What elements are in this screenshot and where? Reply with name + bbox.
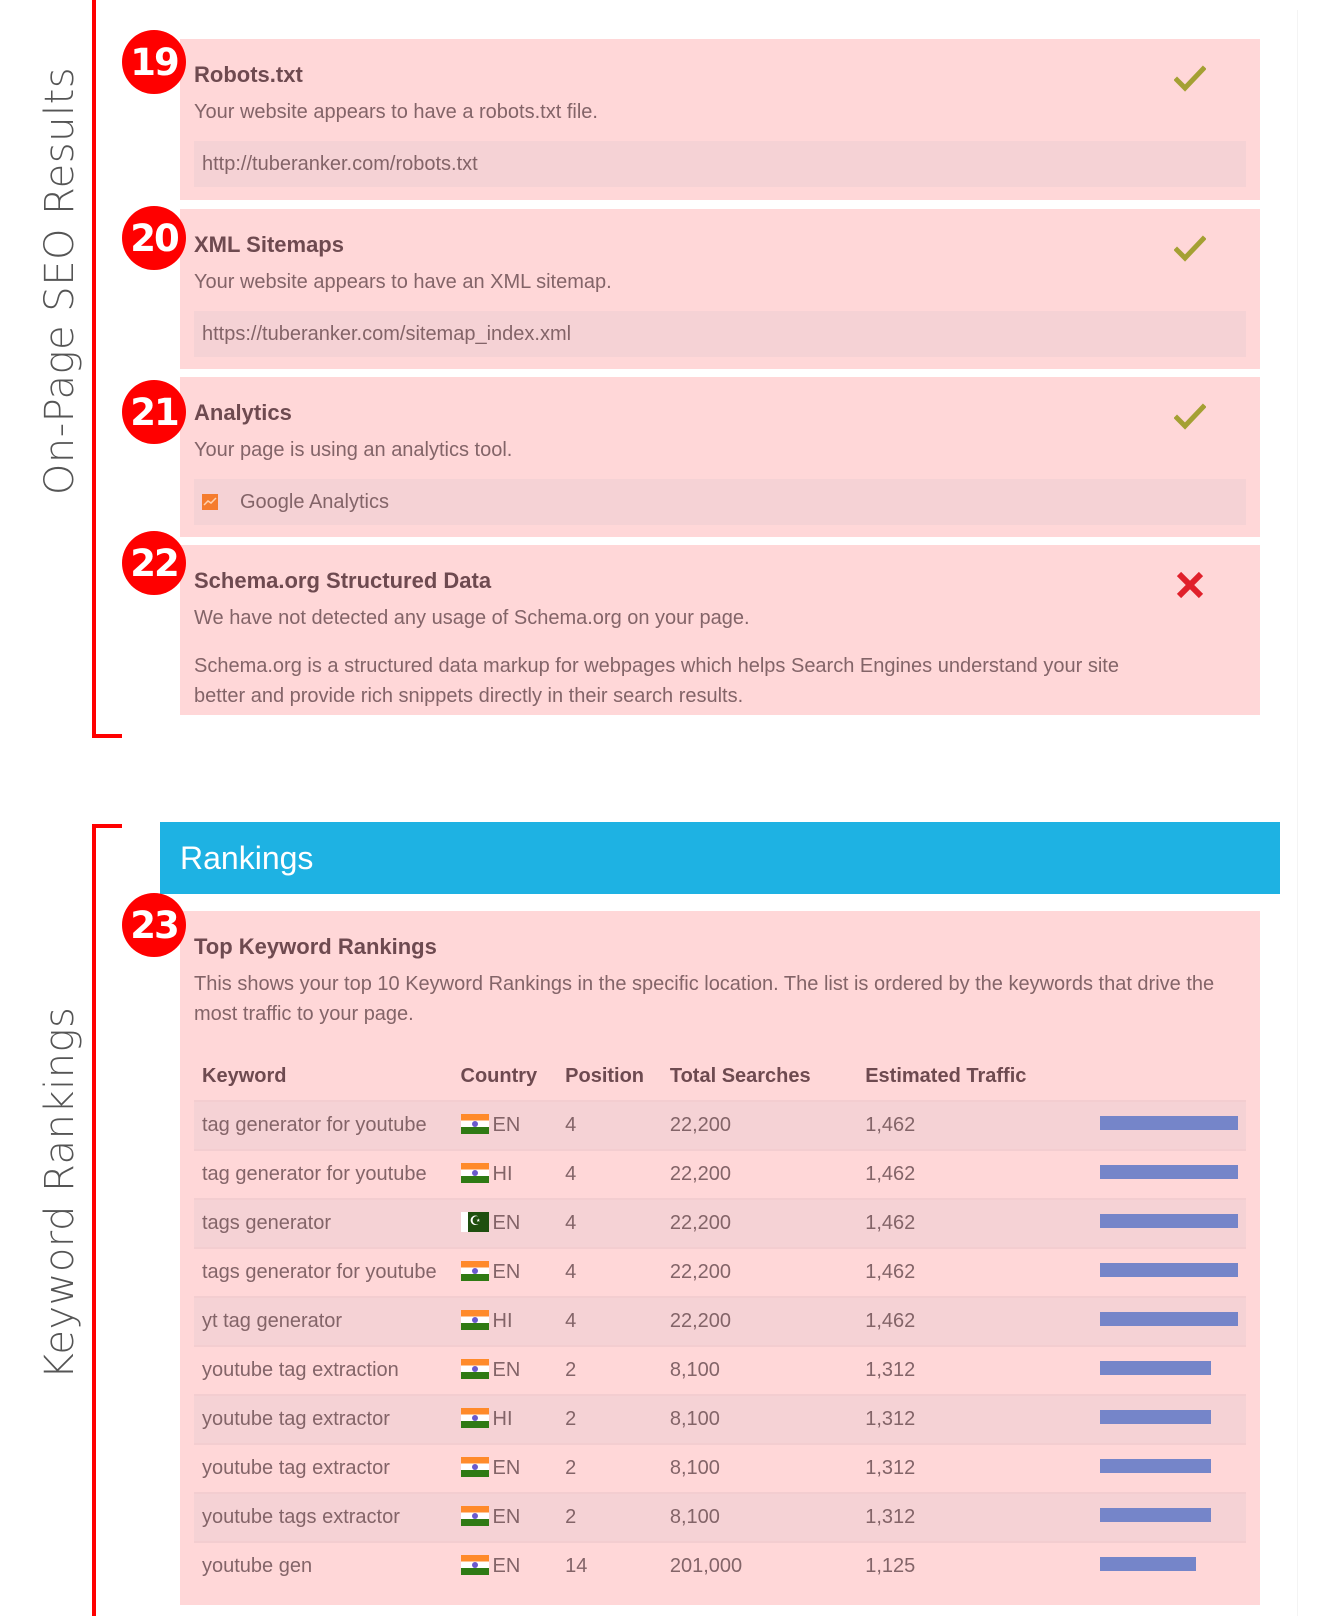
page-edge-divider: [1297, 10, 1298, 1616]
estimated-traffic-cell: 1,462: [857, 1150, 1082, 1199]
estimated-traffic-cell: 1,462: [857, 1297, 1082, 1346]
traffic-bar: [1100, 1116, 1238, 1130]
estimated-traffic-cell: 1,462: [857, 1101, 1082, 1150]
country-cell: [453, 1199, 558, 1248]
check-icon: [1174, 233, 1206, 265]
traffic-bar: [1100, 1165, 1238, 1179]
language-code: EN: [492, 1261, 521, 1283]
traffic-bar-cell: [1082, 1444, 1246, 1493]
total-searches-cell: 22,200: [662, 1297, 857, 1346]
estimated-traffic-cell: 1,462: [857, 1199, 1082, 1248]
traffic-bar-cell: [1082, 1248, 1246, 1297]
traffic-bar: [1100, 1459, 1211, 1473]
language-code: HI: [492, 1163, 513, 1185]
keyword-text: youtube tags extractor: [202, 1506, 400, 1528]
india-flag-icon: [461, 1261, 489, 1281]
estimated-traffic-cell: 1,312: [857, 1346, 1082, 1395]
estimated-traffic-cell: 1,312: [857, 1444, 1082, 1493]
india-flag-icon: [461, 1359, 489, 1379]
robots-txt-url-text[interactable]: http://tuberanker.com/robots.txt: [202, 152, 478, 175]
table-row: [194, 1444, 1246, 1493]
position-cell: 4: [557, 1150, 662, 1199]
traffic-bar: [1100, 1263, 1238, 1277]
step-badge-20: 20: [122, 206, 186, 270]
column-header-keyword[interactable]: Keyword: [202, 1065, 287, 1087]
keyword-cell: [194, 1101, 453, 1150]
step-badge-22: 22: [122, 531, 186, 595]
traffic-bar-cell: [1082, 1297, 1246, 1346]
column-header-country[interactable]: Country: [460, 1065, 538, 1087]
check-icon: [1174, 401, 1206, 433]
keyword-cell: [194, 1346, 453, 1395]
card-description: We have not detected any usage of Schema.org on your page.: [194, 607, 750, 629]
total-searches-cell: 8,100: [662, 1395, 857, 1444]
keyword-cell: [194, 1395, 453, 1444]
position-cell: 4: [557, 1248, 662, 1297]
india-flag-icon: [461, 1310, 489, 1330]
language-code: HI: [492, 1310, 513, 1332]
keyword-cell: [194, 1248, 453, 1297]
country-cell: [453, 1150, 558, 1199]
pakistan-flag-icon: [461, 1212, 489, 1232]
card-description: This shows your top 10 Keyword Rankings in the specific location. The list is ordered by the keywords that drive the most traffic to your page.: [194, 973, 1215, 1025]
step-badge-21: 21: [122, 380, 186, 444]
schema-org-card: [180, 545, 1260, 715]
country-cell: [453, 1297, 558, 1346]
keyword-cell: [194, 1297, 453, 1346]
position-cell: 2: [557, 1346, 662, 1395]
rankings-section-header: [160, 822, 1280, 894]
estimated-traffic-cell: 1,312: [857, 1493, 1082, 1542]
language-code: EN: [492, 1359, 521, 1381]
country-cell: [453, 1542, 558, 1590]
keyword-text: tag generator for youtube: [202, 1163, 427, 1185]
india-flag-icon: [461, 1506, 489, 1526]
table-header-row: [194, 1053, 1246, 1101]
table-row: [194, 1248, 1246, 1297]
country-cell: [453, 1444, 558, 1493]
table-row: [194, 1395, 1246, 1444]
position-cell: 4: [557, 1101, 662, 1150]
xml-sitemaps-card: [180, 209, 1260, 369]
total-searches-cell: 8,100: [662, 1493, 857, 1542]
keyword-section-label: Keyword Rankings: [37, 1006, 83, 1380]
table-row: [194, 1346, 1246, 1395]
total-searches-cell: 8,100: [662, 1346, 857, 1395]
card-title: Analytics: [194, 400, 292, 425]
robots-txt-card: [180, 39, 1260, 200]
country-cell: [453, 1493, 558, 1542]
analytics-tool-name: Google Analytics: [240, 490, 389, 513]
keyword-rankings-table: [194, 1053, 1246, 1590]
keyword-cell: [194, 1199, 453, 1248]
analytics-card: [180, 377, 1260, 537]
column-header-traffic-bar: [1082, 1053, 1246, 1101]
google-analytics-icon: [202, 494, 218, 510]
step-badge-23: 23: [122, 893, 186, 957]
sitemap-url[interactable]: [194, 311, 1246, 357]
onpage-section-label: On-Page SEO Results: [37, 66, 83, 496]
card-title: Robots.txt: [194, 62, 303, 87]
table-row: [194, 1297, 1246, 1346]
card-description: Your website appears to have a robots.txt file.: [194, 101, 598, 123]
language-code: HI: [492, 1408, 513, 1430]
analytics-tool: [194, 479, 1246, 525]
position-cell: 2: [557, 1444, 662, 1493]
estimated-traffic-cell: 1,125: [857, 1542, 1082, 1590]
step-badge-19: 19: [122, 30, 186, 94]
column-header-estimated-traffic[interactable]: Estimated Traffic: [865, 1065, 1027, 1087]
keyword-text: tags generator for youtube: [202, 1261, 437, 1283]
traffic-bar: [1100, 1312, 1238, 1326]
country-cell: [453, 1346, 558, 1395]
keyword-cell: [194, 1150, 453, 1199]
keyword-cell: [194, 1493, 453, 1542]
country-cell: [453, 1395, 558, 1444]
card-title: Schema.org Structured Data: [194, 568, 492, 593]
column-header-total-searches[interactable]: Total Searches: [669, 1065, 811, 1087]
card-description: Your website appears to have an XML sitemap.: [194, 271, 612, 293]
traffic-bar-cell: [1082, 1101, 1246, 1150]
traffic-bar: [1100, 1214, 1238, 1228]
position-cell: 4: [557, 1297, 662, 1346]
estimated-traffic-cell: 1,312: [857, 1395, 1082, 1444]
traffic-bar: [1100, 1508, 1211, 1522]
table-row: [194, 1199, 1246, 1248]
traffic-bar: [1100, 1557, 1196, 1571]
india-flag-icon: [461, 1163, 489, 1183]
language-code: EN: [492, 1555, 521, 1577]
sitemap-url-text[interactable]: https://tuberanker.com/sitemap_index.xml: [202, 322, 572, 345]
country-cell: [453, 1101, 558, 1150]
table-row: [194, 1150, 1246, 1199]
keyword-text: youtube tag extractor: [202, 1457, 390, 1479]
check-icon: [1174, 63, 1206, 95]
total-searches-cell: 201,000: [662, 1542, 857, 1590]
position-cell: 2: [557, 1395, 662, 1444]
language-code: EN: [492, 1506, 521, 1528]
traffic-bar-cell: [1082, 1150, 1246, 1199]
country-cell: [453, 1248, 558, 1297]
india-flag-icon: [461, 1457, 489, 1477]
card-title: Top Keyword Rankings: [194, 934, 437, 959]
table-row: [194, 1542, 1246, 1590]
traffic-bar-cell: [1082, 1199, 1246, 1248]
language-code: EN: [492, 1114, 521, 1136]
total-searches-cell: 8,100: [662, 1444, 857, 1493]
traffic-bar-cell: [1082, 1346, 1246, 1395]
table-row: [194, 1493, 1246, 1542]
schema-org-note: Schema.org is a structured data markup for webpages which helps Search Engines understand your site better and provide rich snippets directly in their search results.: [194, 655, 1119, 707]
traffic-bar-cell: [1082, 1395, 1246, 1444]
rankings-section-title: Rankings: [180, 839, 314, 876]
position-cell: 4: [557, 1199, 662, 1248]
language-code: EN: [492, 1457, 521, 1479]
estimated-traffic-cell: 1,462: [857, 1248, 1082, 1297]
column-header-position[interactable]: Position: [565, 1065, 645, 1087]
total-searches-cell: 22,200: [662, 1150, 857, 1199]
total-searches-cell: 22,200: [662, 1248, 857, 1297]
india-flag-icon: [461, 1408, 489, 1428]
total-searches-cell: 22,200: [662, 1101, 857, 1150]
keyword-text: tags generator: [202, 1212, 331, 1234]
total-searches-cell: 22,200: [662, 1199, 857, 1248]
card-title: XML Sitemaps: [194, 232, 344, 257]
language-code: EN: [492, 1212, 521, 1234]
keyword-text: youtube gen: [202, 1555, 313, 1577]
keyword-bracket: [92, 824, 122, 1616]
keyword-cell: [194, 1444, 453, 1493]
keyword-text: youtube tag extraction: [202, 1359, 399, 1381]
keyword-cell: [194, 1542, 453, 1590]
india-flag-icon: [461, 1114, 489, 1134]
top-keyword-rankings-card: [180, 911, 1260, 1605]
keyword-text: tag generator for youtube: [202, 1114, 427, 1136]
traffic-bar: [1100, 1361, 1211, 1375]
card-description: Your page is using an analytics tool.: [194, 439, 513, 461]
robots-txt-url[interactable]: [194, 141, 1246, 187]
position-cell: 2: [557, 1493, 662, 1542]
keyword-text: youtube tag extractor: [202, 1408, 390, 1430]
keyword-text: yt tag generator: [202, 1310, 343, 1332]
cross-icon: [1174, 569, 1206, 601]
india-flag-icon: [461, 1555, 489, 1575]
traffic-bar-cell: [1082, 1493, 1246, 1542]
table-row: [194, 1101, 1246, 1150]
traffic-bar: [1100, 1410, 1211, 1424]
onpage-bracket: [92, 0, 122, 738]
traffic-bar-cell: [1082, 1542, 1246, 1590]
position-cell: 14: [557, 1542, 662, 1590]
